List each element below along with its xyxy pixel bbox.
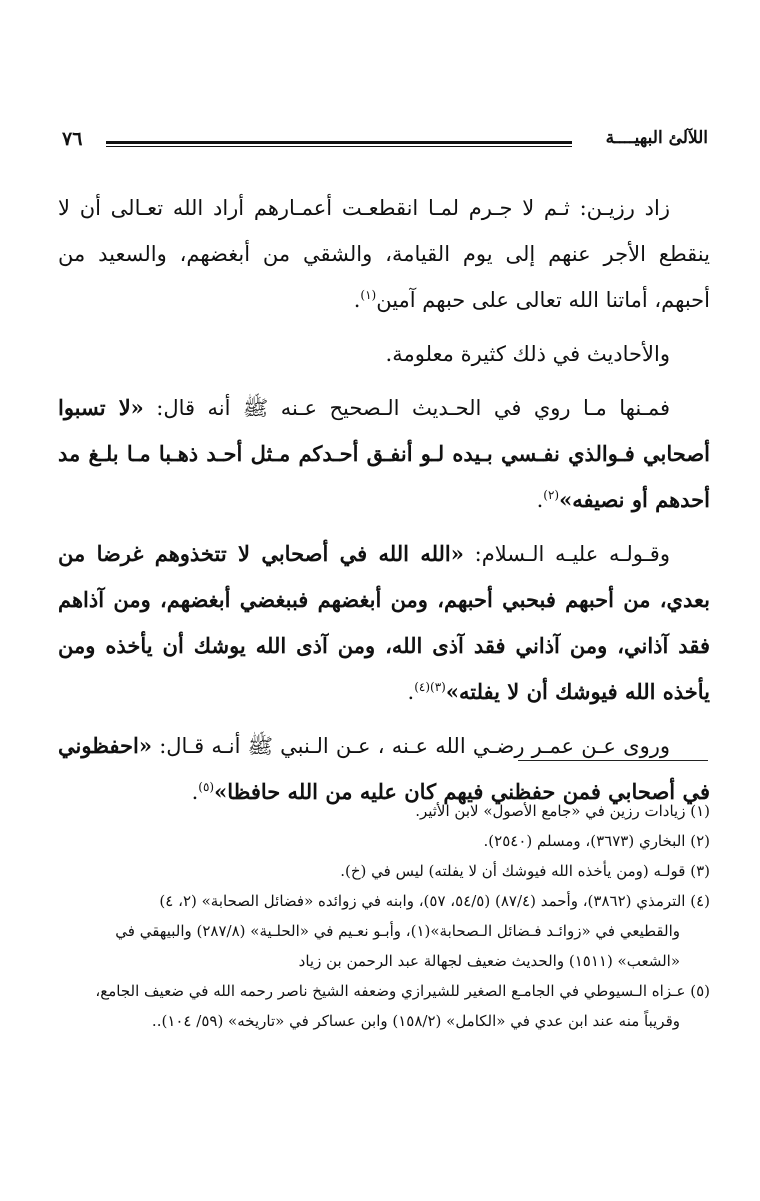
- main-text: [58, 185, 710, 823]
- paragraph: وروى عـن عمـر رضـي الله عـنه ، عـن الـنبي ﷺ أنـه قـال: «احفظوني في أصحابي فمن حفظني فيهم كان عليه من الله حافظا»$^{(٥)}$.: [58, 733, 710, 804]
- paragraph: زاد رزيـن: ثـم لا جـرم لمـا انقطعـت أعمـارهم أراد الله تعـالى أن لا ينقطع الأجر عنهم إلى يوم القيامة، والشقي من أبغضهم، والسعيد من أحبهم، أماتنا الله تعالى على حبهم آمين$^{(١)}$.: [58, 196, 710, 312]
- footnote: (٥) عـزاه الـسيوطي في الجامـع الصغير للشيرازي وضعفه الشيخ ناصر رحمه الله في ضعيف الجامع،: [95, 982, 710, 1000]
- header-rule: [106, 141, 572, 147]
- footnote: (٤) الترمذي (٣٨٦٢)، وأحمد (٨٧/٤) (٥٤/٥، ٥٧)، وابنه في زوائده «فضائل الصحابة» (٢، ٤): [159, 892, 710, 910]
- paragraph-text: والأحاديث في ذلك كثيرة معلومة.: [385, 342, 670, 366]
- footnote: (٣) قولـه (ومن يأخذه الله فيوشك أن لا يفلته) ليس في (خ).: [340, 862, 710, 880]
- paragraph-text: وقـولـه عليـه الـسلام:: [474, 542, 670, 566]
- paragraph-text: فمـنها مـا روي في الحـديث الـصحيح عـنه ﷺ أنه قال:: [156, 396, 670, 420]
- page-header: [60, 128, 708, 162]
- hadith-quote: «لا تسبوا أصحابي فـوالذي نفـسي بـيده لـو أنفـق أحـدكم مـثل أحـد ذهـبا مـا بلـغ مد أحدهم أو نصيفه»: [58, 395, 710, 512]
- footnote-continuation: والقطيعي في «زوائـد فـضائل الـصحابة»(١)، وأبـو نعـيم في «الحلـية» (٢٨٧/٨) والبيهقي في «الشعب» (١٥١١) والحديث ضعيف لجهالة عبد الرحمن بن زياد: [115, 922, 680, 970]
- paragraph: فمـنها مـا روي في الحـديث الـصحيح عـنه ﷺ أنه قال: «لا تسبوا أصحابي فـوالذي نفـسي بـيده لـو أنفـق أحـدكم مـثل أحـد ذهـبا مـا بلـغ مد أحدهم أو نصيفه»$^{(٢)}$.: [58, 395, 710, 512]
- footnotes: [58, 796, 710, 1036]
- hadith-quote: «الله الله في أصحابي لا تتخذوهم غرضا من بعدي، من أحبهم فبحبي أحبهم، ومن أبغضهم فببغضي أبغضهم، ومن آذاهم فقد آذاني، ومن آذاني فقد آذى الله، ومن آذى الله يوشك أن يأخذه ومن يأخذه الله فيوشك أن لا يفلته»: [58, 541, 710, 704]
- footnote-ref: (١): [360, 288, 377, 302]
- running-title: اللآلئ البهيــــة: [605, 128, 708, 148]
- footnote-ref: (٢): [543, 488, 560, 502]
- footnote-ref: (٣): [430, 680, 446, 694]
- footnote: (١) زيادات رزين في «جامع الأصول» لابن الأثير.: [415, 802, 710, 820]
- paragraph: وقـولـه عليـه الـسلام: «الله الله في أصحابي لا تتخذوهم غرضا من بعدي، من أحبهم فبحبي أحبهم، ومن أبغضهم فببغضي أبغضهم، ومن آذاهم فقد آذاني، ومن آذاني فقد آذى الله، ومن آذى الله يوشك أن يأخذه ومن يأخذه الله فيوشك أن لا يفلته»$^{(٣)(٤)}$.: [58, 541, 710, 704]
- paragraph: [58, 331, 710, 377]
- footnote-continuation: وقريباً منه عند ابن عدي في «الكامل» (١٥٨/٢) وابن عساكر في «تاريخه» (٥٩/ ١٠٤)..: [151, 1012, 680, 1030]
- footnote: (٢) البخاري (٣٦٧٣)، ومسلم (٢٥٤٠).: [483, 832, 710, 850]
- page-number: ٧٦: [62, 128, 83, 150]
- paragraph-text: وروى عـن عمـر رضـي الله عـنه ، عـن الـنبي ﷺ أنـه قـال:: [159, 734, 670, 758]
- footnote-separator: [518, 760, 708, 761]
- footnote-ref: (٤): [414, 680, 431, 694]
- hadith-quote: «احفظوني في أصحابي فمن حفظني فيهم كان عليه من الله حافظا»: [58, 733, 710, 804]
- footnote-ref: (٥): [198, 780, 215, 794]
- paragraph-text: زاد رزيـن: ثـم لا جـرم لمـا انقطعـت أعمـارهم أراد الله تعـالى أن لا ينقطع الأجر عنهم إلى يوم القيامة، والشقي من أبغضهم، والسعيد من أحبهم، أماتنا الله تعالى على حبهم آمين: [58, 196, 710, 312]
